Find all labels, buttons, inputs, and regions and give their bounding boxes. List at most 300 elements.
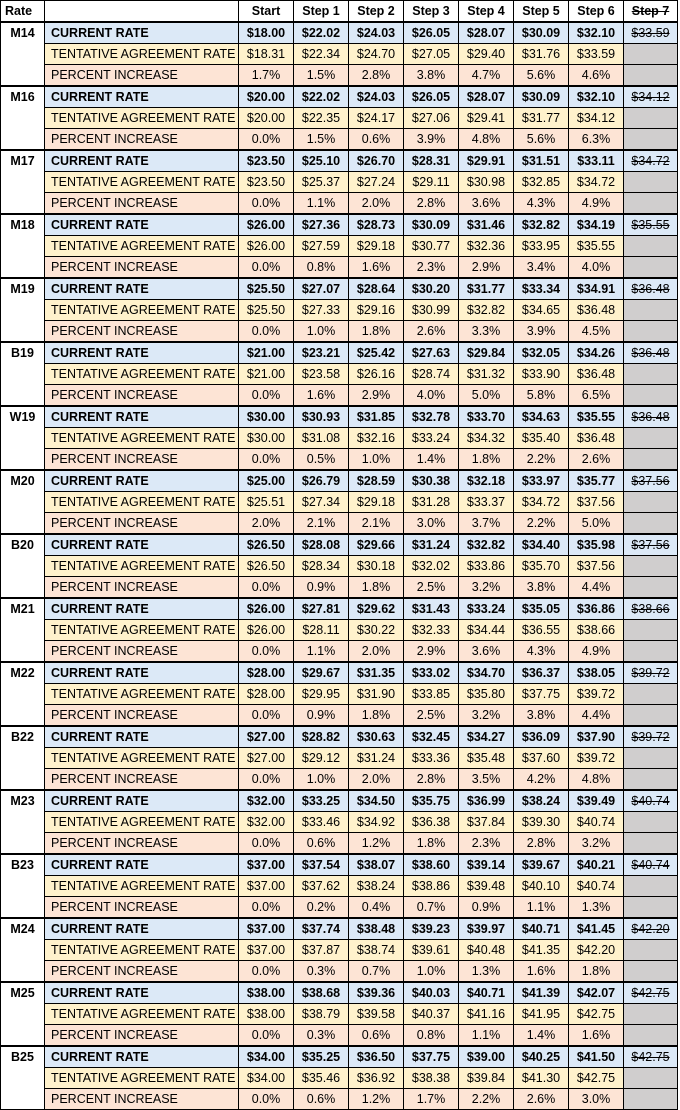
tentative-value-cell: $25.51 (239, 492, 294, 513)
current-value-cell: $34.70 (459, 662, 514, 684)
row-label-percent: PERCENT INCREASE (45, 1089, 239, 1110)
tentative-value-cell: $30.22 (349, 620, 404, 641)
row-label-tentative: TENTATIVE AGREEMENT RATE (45, 684, 239, 705)
current-value-cell: $40.71 (514, 918, 569, 940)
current-value-cell: $34.27 (459, 726, 514, 748)
current-value-cell: $37.00 (239, 918, 294, 940)
tentative-value-cell: $38.74 (349, 940, 404, 961)
step7-blank-cell (624, 300, 678, 321)
step7-blank-cell (624, 620, 678, 641)
row-label-percent: PERCENT INCREASE (45, 513, 239, 535)
row-label-tentative: TENTATIVE AGREEMENT RATE (45, 620, 239, 641)
percent-value-cell: 4.3% (514, 641, 569, 663)
step7-blank-cell (624, 684, 678, 705)
percent-value-cell: 4.9% (569, 193, 624, 215)
percent-value-cell: 2.0% (349, 193, 404, 215)
table-row-current (1, 854, 678, 876)
current-value-cell: $38.60 (404, 854, 459, 876)
tentative-value-cell: $36.38 (404, 812, 459, 833)
tentative-value-cell: $27.24 (349, 172, 404, 193)
tentative-value-cell: $30.18 (349, 556, 404, 577)
rate-code: M24 (1, 918, 45, 940)
tentative-value-cell: $31.77 (514, 108, 569, 129)
percent-value-cell: 1.8% (349, 705, 404, 727)
rate-code (1, 577, 45, 599)
table-row-tentative (1, 428, 678, 449)
percent-value-cell: 3.4% (514, 257, 569, 279)
percent-value-cell: 2.8% (404, 769, 459, 791)
row-label-percent: PERCENT INCREASE (45, 129, 239, 151)
tentative-value-cell: $39.58 (349, 1004, 404, 1025)
current-value-cell: $34.40 (514, 534, 569, 556)
current-value-cell: $39.36 (349, 982, 404, 1004)
percent-value-cell: 1.8% (569, 961, 624, 983)
percent-value-cell: 0.0% (239, 769, 294, 791)
header-step-6: Step 6 (569, 1, 624, 23)
current-value-cell: $32.82 (514, 214, 569, 236)
current-value-cell: $37.54 (294, 854, 349, 876)
current-value-cell: $30.09 (514, 22, 569, 44)
row-label-current: CURRENT RATE (45, 662, 239, 684)
tentative-value-cell: $31.90 (349, 684, 404, 705)
percent-value-cell: 0.9% (294, 577, 349, 599)
percent-value-cell: 3.8% (514, 705, 569, 727)
rate-code: M19 (1, 278, 45, 300)
row-label-current: CURRENT RATE (45, 854, 239, 876)
current-value-cell: $39.67 (514, 854, 569, 876)
current-value-cell: $25.42 (349, 342, 404, 364)
tentative-value-cell: $35.80 (459, 684, 514, 705)
current-value-cell: $42.07 (569, 982, 624, 1004)
tentative-value-cell: $21.00 (239, 364, 294, 385)
table-row-percent (1, 897, 678, 919)
tentative-value-cell: $32.82 (459, 300, 514, 321)
current-value-cell: $23.21 (294, 342, 349, 364)
row-label-tentative: TENTATIVE AGREEMENT RATE (45, 812, 239, 833)
tentative-value-cell: $33.24 (404, 428, 459, 449)
percent-value-cell: 1.0% (294, 321, 349, 343)
current-value-cell: $31.51 (514, 150, 569, 172)
row-label-percent: PERCENT INCREASE (45, 65, 239, 87)
current-value-cell: $29.84 (459, 342, 514, 364)
row-label-percent: PERCENT INCREASE (45, 961, 239, 983)
current-value-cell: $26.05 (404, 86, 459, 108)
tentative-value-cell: $27.05 (404, 44, 459, 65)
step7-blank-cell (624, 492, 678, 513)
percent-value-cell: 1.5% (294, 129, 349, 151)
rate-code (1, 129, 45, 151)
step7-blank-cell (624, 748, 678, 769)
percent-value-cell: 0.0% (239, 257, 294, 279)
current-value-cell: $29.67 (294, 662, 349, 684)
current-value-cell: $30.00 (239, 406, 294, 428)
row-label-tentative: TENTATIVE AGREEMENT RATE (45, 748, 239, 769)
row-label-percent: PERCENT INCREASE (45, 897, 239, 919)
current-value-cell: $33.25 (294, 790, 349, 812)
percent-value-cell: 2.0% (349, 769, 404, 791)
table-row-current (1, 214, 678, 236)
tentative-value-cell: $33.59 (569, 44, 624, 65)
step7-blank-cell (624, 257, 678, 279)
rate-code (1, 961, 45, 983)
table-row-percent (1, 321, 678, 343)
rate-code: W19 (1, 406, 45, 428)
row-label-percent: PERCENT INCREASE (45, 769, 239, 791)
tentative-value-cell: $37.56 (569, 492, 624, 513)
tentative-value-cell: $33.37 (459, 492, 514, 513)
step7-blank-cell (624, 940, 678, 961)
tentative-value-cell: $38.24 (349, 876, 404, 897)
current-value-cell: $32.10 (569, 22, 624, 44)
percent-value-cell: 0.6% (294, 1089, 349, 1110)
tentative-value-cell: $37.87 (294, 940, 349, 961)
row-label-percent: PERCENT INCREASE (45, 641, 239, 663)
current-value-cell: $29.62 (349, 598, 404, 620)
percent-value-cell: 4.8% (569, 769, 624, 791)
current-value-cell: $27.36 (294, 214, 349, 236)
percent-value-cell: 0.7% (349, 961, 404, 983)
row-label-percent: PERCENT INCREASE (45, 1025, 239, 1047)
current-value-cell: $35.05 (514, 598, 569, 620)
percent-value-cell: 1.8% (459, 449, 514, 471)
step7-blank-cell (624, 129, 678, 151)
rate-code: B19 (1, 342, 45, 364)
table-row-current (1, 918, 678, 940)
percent-value-cell: 3.7% (459, 513, 514, 535)
current-value-cell: $33.97 (514, 470, 569, 492)
current-value-cell: $39.49 (569, 790, 624, 812)
tentative-value-cell: $32.16 (349, 428, 404, 449)
row-label-percent: PERCENT INCREASE (45, 193, 239, 215)
percent-value-cell: 5.6% (514, 129, 569, 151)
step7-blank-cell (624, 876, 678, 897)
current-value-cell: $34.50 (349, 790, 404, 812)
row-label-percent: PERCENT INCREASE (45, 385, 239, 407)
rate-code: M23 (1, 790, 45, 812)
tentative-value-cell: $42.75 (569, 1004, 624, 1025)
tentative-value-cell: $31.32 (459, 364, 514, 385)
percent-value-cell: 3.3% (459, 321, 514, 343)
percent-value-cell: 1.6% (514, 961, 569, 983)
percent-value-cell: 2.3% (459, 833, 514, 855)
table-row-current (1, 22, 678, 44)
percent-value-cell: 5.8% (514, 385, 569, 407)
percent-value-cell: 1.0% (349, 449, 404, 471)
table-row-current (1, 534, 678, 556)
step7-value-cell: $39.72 (624, 662, 678, 684)
percent-value-cell: 1.3% (569, 897, 624, 919)
tentative-value-cell: $27.59 (294, 236, 349, 257)
row-label-tentative: TENTATIVE AGREEMENT RATE (45, 1068, 239, 1089)
current-value-cell: $41.39 (514, 982, 569, 1004)
rate-code (1, 108, 45, 129)
row-label-tentative: TENTATIVE AGREEMENT RATE (45, 364, 239, 385)
percent-value-cell: 3.2% (569, 833, 624, 855)
step7-blank-cell (624, 833, 678, 855)
current-value-cell: $26.05 (404, 22, 459, 44)
rate-code (1, 364, 45, 385)
rate-code: M22 (1, 662, 45, 684)
current-value-cell: $28.64 (349, 278, 404, 300)
table-row-percent (1, 129, 678, 151)
current-value-cell: $38.05 (569, 662, 624, 684)
table-row-percent (1, 1089, 678, 1110)
tentative-value-cell: $30.00 (239, 428, 294, 449)
step7-blank-cell (624, 449, 678, 471)
current-value-cell: $28.59 (349, 470, 404, 492)
header-step-4: Step 4 (459, 1, 514, 23)
step7-blank-cell (624, 556, 678, 577)
percent-value-cell: 2.6% (404, 321, 459, 343)
current-value-cell: $31.35 (349, 662, 404, 684)
table-row-current (1, 342, 678, 364)
current-value-cell: $30.09 (514, 86, 569, 108)
current-value-cell: $22.02 (294, 22, 349, 44)
table-row-percent (1, 705, 678, 727)
tentative-value-cell: $36.48 (569, 428, 624, 449)
percent-value-cell: 0.3% (294, 961, 349, 983)
percent-value-cell: 2.1% (349, 513, 404, 535)
rate-code (1, 492, 45, 513)
table-row-current (1, 982, 678, 1004)
percent-value-cell: 2.6% (514, 1089, 569, 1110)
table-row-percent (1, 65, 678, 87)
tentative-value-cell: $32.36 (459, 236, 514, 257)
rate-code (1, 513, 45, 535)
percent-value-cell: 3.5% (459, 769, 514, 791)
table-row-tentative (1, 492, 678, 513)
step7-blank-cell (624, 236, 678, 257)
table-row-current (1, 278, 678, 300)
header-step-1: Step 1 (294, 1, 349, 23)
row-label-percent: PERCENT INCREASE (45, 321, 239, 343)
step7-value-cell: $39.72 (624, 726, 678, 748)
percent-value-cell: 1.7% (404, 1089, 459, 1110)
rate-code (1, 684, 45, 705)
table-row-percent (1, 577, 678, 599)
percent-value-cell: 0.9% (294, 705, 349, 727)
current-value-cell: $24.03 (349, 86, 404, 108)
percent-value-cell: 0.0% (239, 641, 294, 663)
current-value-cell: $36.50 (349, 1046, 404, 1068)
current-value-cell: $27.07 (294, 278, 349, 300)
percent-value-cell: 2.3% (404, 257, 459, 279)
rate-code (1, 236, 45, 257)
current-value-cell: $37.74 (294, 918, 349, 940)
tentative-value-cell: $22.35 (294, 108, 349, 129)
current-value-cell: $26.00 (239, 214, 294, 236)
table-row-tentative (1, 44, 678, 65)
tentative-value-cell: $36.48 (569, 300, 624, 321)
current-value-cell: $33.70 (459, 406, 514, 428)
rate-code (1, 193, 45, 215)
table-row-tentative (1, 876, 678, 897)
percent-value-cell: 4.3% (514, 193, 569, 215)
percent-value-cell: 0.0% (239, 385, 294, 407)
tentative-value-cell: $26.00 (239, 620, 294, 641)
tentative-value-cell: $36.92 (349, 1068, 404, 1089)
tentative-value-cell: $24.70 (349, 44, 404, 65)
current-value-cell: $24.03 (349, 22, 404, 44)
header-step-2: Step 2 (349, 1, 404, 23)
table-row-current (1, 726, 678, 748)
row-label-tentative: TENTATIVE AGREEMENT RATE (45, 1004, 239, 1025)
row-label-percent: PERCENT INCREASE (45, 833, 239, 855)
step7-blank-cell (624, 897, 678, 919)
percent-value-cell: 1.2% (349, 1089, 404, 1110)
header-step-5: Step 5 (514, 1, 569, 23)
percent-value-cell: 2.8% (349, 65, 404, 87)
row-label-current: CURRENT RATE (45, 598, 239, 620)
percent-value-cell: 0.6% (349, 1025, 404, 1047)
percent-value-cell: 2.5% (404, 577, 459, 599)
step7-blank-cell (624, 65, 678, 87)
rate-code (1, 65, 45, 87)
tentative-value-cell: $22.34 (294, 44, 349, 65)
percent-value-cell: 0.4% (349, 897, 404, 919)
step7-blank-cell (624, 364, 678, 385)
percent-value-cell: 0.0% (239, 129, 294, 151)
tentative-value-cell: $33.90 (514, 364, 569, 385)
header-step-3: Step 3 (404, 1, 459, 23)
current-value-cell: $18.00 (239, 22, 294, 44)
percent-value-cell: 1.2% (349, 833, 404, 855)
current-value-cell: $27.81 (294, 598, 349, 620)
current-value-cell: $31.24 (404, 534, 459, 556)
percent-value-cell: 0.6% (294, 833, 349, 855)
percent-value-cell: 4.9% (569, 641, 624, 663)
current-value-cell: $28.00 (239, 662, 294, 684)
tentative-value-cell: $41.16 (459, 1004, 514, 1025)
percent-value-cell: 2.0% (349, 641, 404, 663)
percent-value-cell: 2.2% (459, 1089, 514, 1110)
percent-value-cell: 0.0% (239, 897, 294, 919)
row-label-current: CURRENT RATE (45, 918, 239, 940)
tentative-value-cell: $31.24 (349, 748, 404, 769)
tentative-value-cell: $29.12 (294, 748, 349, 769)
table-row-current (1, 86, 678, 108)
step7-blank-cell (624, 769, 678, 791)
percent-value-cell: 2.2% (514, 513, 569, 535)
current-value-cell: $39.00 (459, 1046, 514, 1068)
percent-value-cell: 1.3% (459, 961, 514, 983)
step7-value-cell: $35.55 (624, 214, 678, 236)
current-value-cell: $28.07 (459, 22, 514, 44)
tentative-value-cell: $36.55 (514, 620, 569, 641)
current-value-cell: $28.08 (294, 534, 349, 556)
row-label-current: CURRENT RATE (45, 534, 239, 556)
percent-value-cell: 0.9% (459, 897, 514, 919)
percent-value-cell: 2.2% (514, 449, 569, 471)
tentative-value-cell: $25.50 (239, 300, 294, 321)
percent-value-cell: 0.2% (294, 897, 349, 919)
table-row-percent (1, 769, 678, 791)
percent-value-cell: 4.4% (569, 705, 624, 727)
tentative-value-cell: $32.02 (404, 556, 459, 577)
percent-value-cell: 1.8% (349, 321, 404, 343)
tentative-value-cell: $32.00 (239, 812, 294, 833)
current-value-cell: $33.02 (404, 662, 459, 684)
current-value-cell: $21.00 (239, 342, 294, 364)
rate-code (1, 1025, 45, 1047)
step7-value-cell: $36.48 (624, 342, 678, 364)
table-row-percent (1, 449, 678, 471)
rate-code (1, 300, 45, 321)
percent-value-cell: 3.8% (404, 65, 459, 87)
tentative-value-cell: $34.72 (514, 492, 569, 513)
rate-code (1, 705, 45, 727)
current-value-cell: $30.20 (404, 278, 459, 300)
percent-value-cell: 0.8% (404, 1025, 459, 1047)
tentative-value-cell: $32.33 (404, 620, 459, 641)
tentative-value-cell: $39.84 (459, 1068, 514, 1089)
tentative-value-cell: $37.75 (514, 684, 569, 705)
step7-blank-cell (624, 108, 678, 129)
rate-code (1, 1004, 45, 1025)
tentative-value-cell: $34.32 (459, 428, 514, 449)
tentative-value-cell: $28.74 (404, 364, 459, 385)
current-value-cell: $32.45 (404, 726, 459, 748)
percent-value-cell: 1.6% (349, 257, 404, 279)
table-row-tentative (1, 620, 678, 641)
table-row-current (1, 790, 678, 812)
tentative-value-cell: $29.18 (349, 236, 404, 257)
step7-blank-cell (624, 513, 678, 535)
header-label-blank (45, 1, 239, 23)
tentative-value-cell: $37.56 (569, 556, 624, 577)
tentative-value-cell: $26.00 (239, 236, 294, 257)
tentative-value-cell: $35.55 (569, 236, 624, 257)
current-value-cell: $36.99 (459, 790, 514, 812)
table-row-percent (1, 961, 678, 983)
current-value-cell: $38.24 (514, 790, 569, 812)
rate-code (1, 748, 45, 769)
current-value-cell: $23.50 (239, 150, 294, 172)
tentative-value-cell: $29.40 (459, 44, 514, 65)
percent-value-cell: 4.5% (569, 321, 624, 343)
percent-value-cell: 1.5% (294, 65, 349, 87)
step7-blank-cell (624, 385, 678, 407)
current-value-cell: $34.91 (569, 278, 624, 300)
rate-code (1, 385, 45, 407)
tentative-value-cell: $40.48 (459, 940, 514, 961)
percent-value-cell: 1.1% (294, 193, 349, 215)
header-rate: Rate (1, 1, 45, 23)
row-label-tentative: TENTATIVE AGREEMENT RATE (45, 428, 239, 449)
percent-value-cell: 0.0% (239, 193, 294, 215)
row-label-current: CURRENT RATE (45, 86, 239, 108)
step7-blank-cell (624, 577, 678, 599)
step7-blank-cell (624, 193, 678, 215)
tentative-value-cell: $39.72 (569, 748, 624, 769)
tentative-value-cell: $39.48 (459, 876, 514, 897)
tentative-value-cell: $35.46 (294, 1068, 349, 1089)
step7-blank-cell (624, 1025, 678, 1047)
percent-value-cell: 3.6% (459, 193, 514, 215)
row-label-current: CURRENT RATE (45, 150, 239, 172)
percent-value-cell: 0.0% (239, 577, 294, 599)
percent-value-cell: 2.9% (404, 641, 459, 663)
tentative-value-cell: $30.99 (404, 300, 459, 321)
tentative-value-cell: $41.35 (514, 940, 569, 961)
row-label-current: CURRENT RATE (45, 726, 239, 748)
row-label-tentative: TENTATIVE AGREEMENT RATE (45, 492, 239, 513)
tentative-value-cell: $40.10 (514, 876, 569, 897)
tentative-value-cell: $29.11 (404, 172, 459, 193)
percent-value-cell: 5.0% (569, 513, 624, 535)
step7-value-cell: $36.48 (624, 278, 678, 300)
current-value-cell: $30.09 (404, 214, 459, 236)
